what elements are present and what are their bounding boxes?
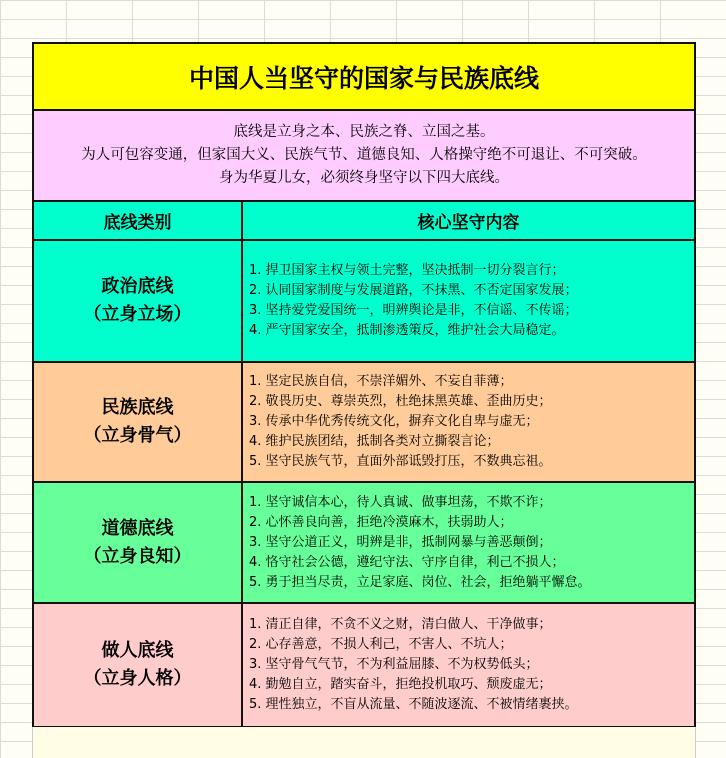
category-name: 政治底线 bbox=[101, 276, 174, 297]
intro-block bbox=[34, 111, 694, 202]
content-item: 3. 坚守骨气气节，不为利益屈膝、不为权势低头； bbox=[249, 657, 539, 672]
content-item: 5. 坚守民族气节，直面外部诋毁打压，不数典忘祖。 bbox=[249, 454, 552, 469]
content-item: 1. 坚定民族自信，不崇洋媚外、不妄自菲薄； bbox=[249, 374, 513, 389]
content-item: 1. 坚守诚信本心，待人真诚、做事坦荡，不欺不诈； bbox=[249, 494, 552, 510]
content-item: 4. 勤勉自立，踏实奋斗，拒绝投机取巧、颓废虚无； bbox=[249, 677, 552, 692]
intro-line: 身为华夏儿女，必须终身坚守以下四大底线。 bbox=[219, 170, 509, 186]
table-row-ethnic bbox=[34, 363, 694, 483]
content-item: 3. 坚持爱党爱国统一，明辨舆论是非，不信谣、不传谣； bbox=[249, 303, 578, 318]
category-subtitle: （立身人格） bbox=[83, 668, 192, 689]
column-header-content: 核心坚守内容 bbox=[417, 213, 520, 233]
content-cell bbox=[243, 363, 694, 481]
content-cell bbox=[243, 241, 694, 361]
content-cell bbox=[243, 604, 694, 726]
category-name: 民族底线 bbox=[101, 397, 174, 418]
content-cell bbox=[243, 483, 694, 602]
column-header-category: 底线类别 bbox=[34, 202, 243, 239]
category-cell bbox=[34, 483, 243, 602]
content-item: 3. 传承中华优秀传统文化，摒弃文化自卑与虚无； bbox=[249, 414, 539, 429]
content-item: 5. 勇于担当尽责，立足家庭、岗位、社会，拒绝躺平懈怠。 bbox=[249, 574, 591, 590]
content-item: 1. 清正自律，不贪不义之财，清白做人、干净做事； bbox=[249, 617, 552, 632]
category-subtitle: （立身立场） bbox=[83, 304, 192, 325]
category-cell bbox=[34, 604, 243, 726]
content-item: 1. 捍卫国家主权与领土完整，坚决抵制一切分裂言行； bbox=[249, 263, 565, 278]
content-item: 2. 敬畏历史、尊崇英烈，杜绝抹黑英雄、歪曲历史； bbox=[249, 394, 552, 409]
table-row-political bbox=[34, 241, 694, 363]
category-name: 道德底线 bbox=[101, 517, 174, 539]
empty-cell-strip bbox=[32, 727, 696, 758]
intro-line: 底线是立身之本、民族之脊、立国之基。 bbox=[233, 124, 495, 140]
page-title: 中国人当坚守的国家与民族底线 bbox=[34, 44, 694, 111]
category-cell bbox=[34, 241, 243, 361]
content-item: 4. 恪守社会公德，遵纪守法、守序自律，利己不损人； bbox=[249, 554, 565, 570]
intro-line: 为人可包容变通，但家国大义、民族气节、道德良知、人格操守绝不可退让、不可突破。 bbox=[81, 147, 647, 163]
content-item: 4. 维护民族团结，抵制各类对立撕裂言论； bbox=[249, 434, 500, 449]
content-item: 2. 心存善意，不损人利己，不害人、不坑人； bbox=[249, 637, 513, 652]
content-item: 2. 认同国家制度与发展道路，不抹黑、不否定国家发展； bbox=[249, 283, 578, 298]
content-item: 5. 理性独立，不盲从流量、不随波逐流、不被情绪裹挟。 bbox=[249, 697, 578, 712]
content-item: 4. 严守国家安全，抵制渗透策反，维护社会大局稳定。 bbox=[249, 323, 565, 338]
category-cell bbox=[34, 363, 243, 481]
category-subtitle: （立身骨气） bbox=[83, 425, 192, 446]
table-row-person bbox=[34, 604, 694, 726]
category-name: 做人底线 bbox=[101, 640, 174, 661]
table-row-moral bbox=[34, 483, 694, 604]
content-item: 3. 坚守公道正义，明辨是非，抵制网暴与善恶颠倒； bbox=[249, 534, 552, 550]
table-header bbox=[34, 202, 694, 241]
category-subtitle: （立身良知） bbox=[83, 545, 192, 567]
bottom-line-table bbox=[32, 42, 696, 728]
content-item: 2. 心怀善良向善，拒绝冷漠麻木，扶弱助人； bbox=[249, 514, 513, 530]
